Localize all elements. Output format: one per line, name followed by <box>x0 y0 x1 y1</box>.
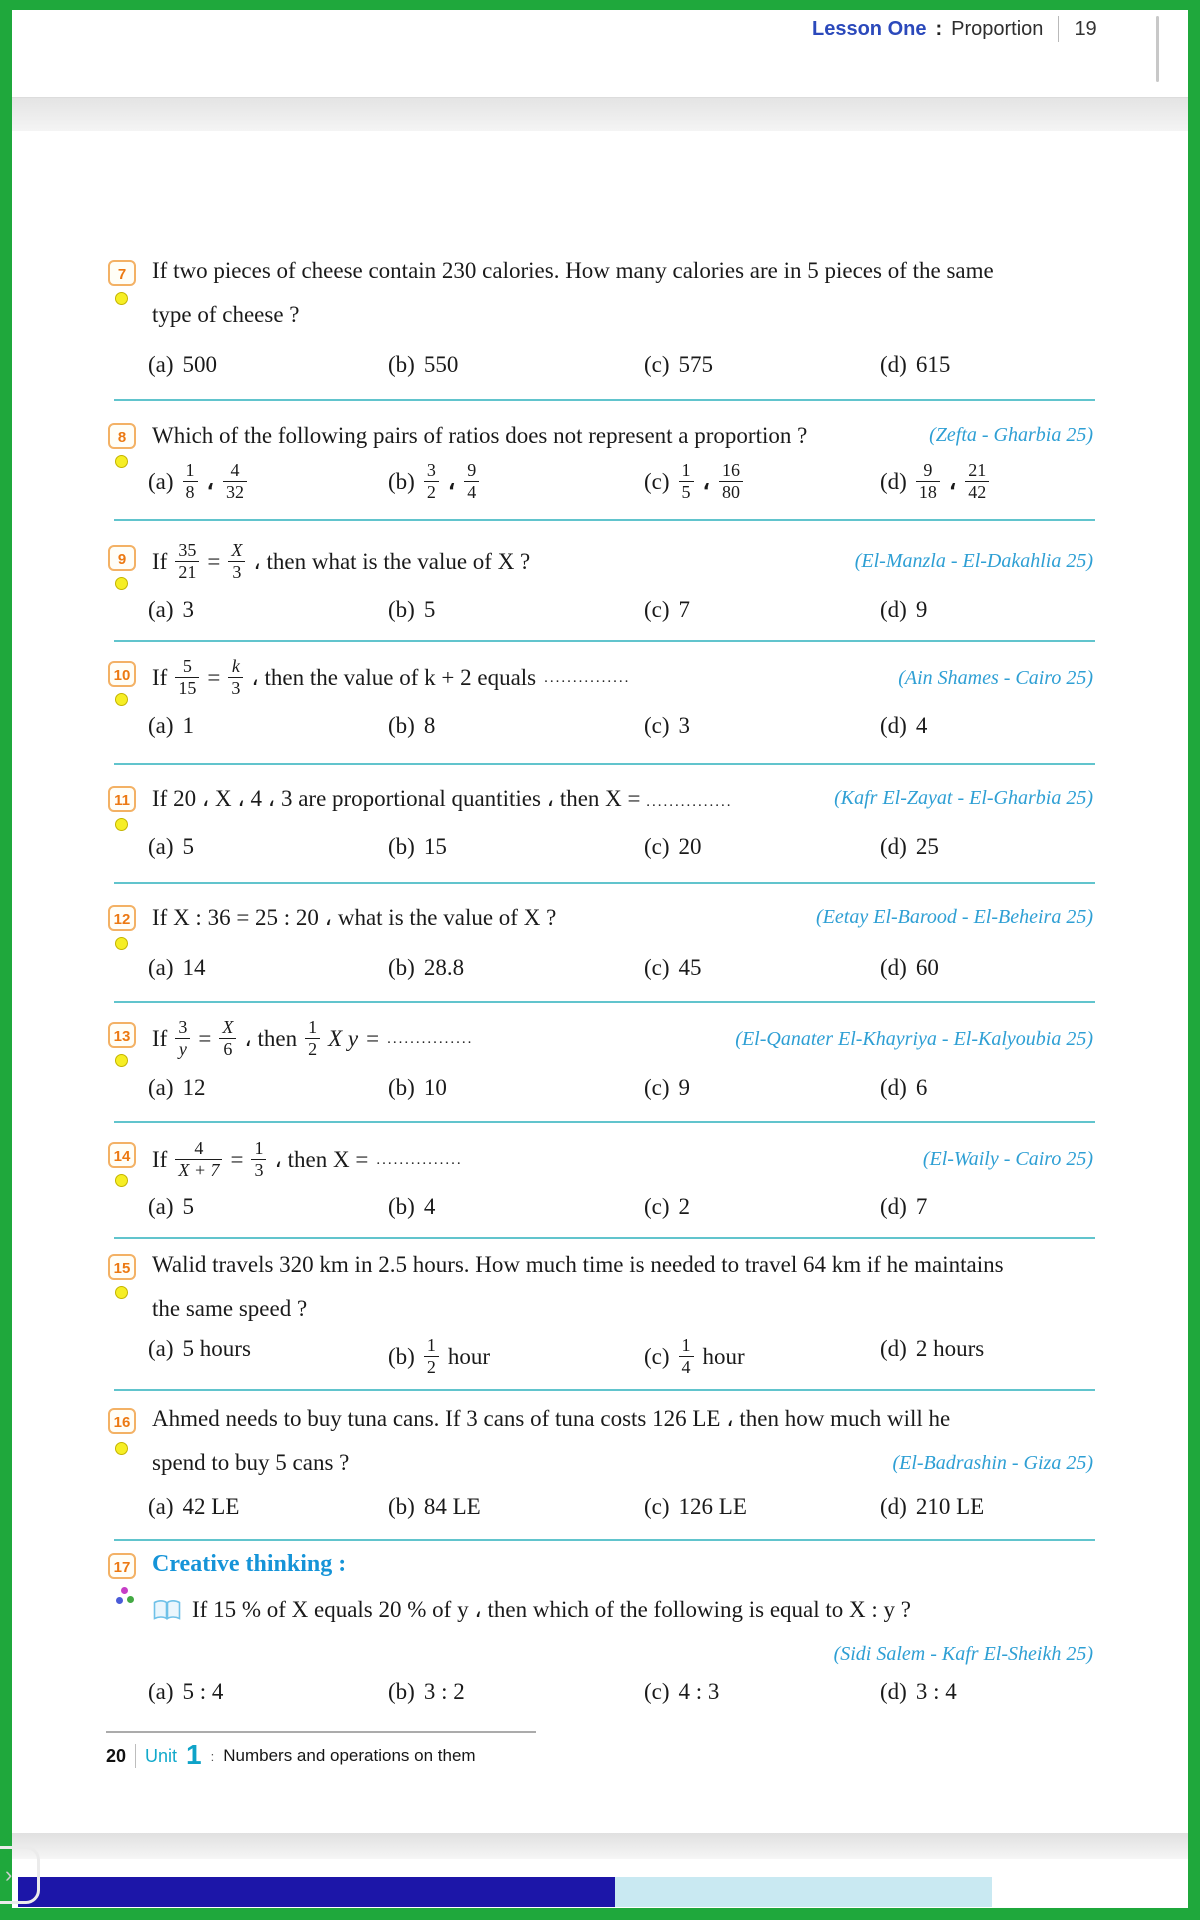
options-row <box>108 1336 1095 1388</box>
option-c: (c) 45 <box>644 955 702 980</box>
option-b: (b) 84 LE <box>388 1494 481 1519</box>
separator-line <box>114 399 1095 401</box>
separator-line <box>114 1001 1095 1003</box>
option-c: (c) 575 <box>644 352 714 377</box>
option-d: (d) 25 <box>880 834 939 859</box>
option-c: (c) 126 LE <box>644 1494 747 1519</box>
question-text: If X : 36 = 25 : 20 ، what is the value of X ? <box>152 905 557 930</box>
question-text: If 20 ، X ، 4 ، 3 are proportional quantities ، then X = ............... <box>152 786 733 811</box>
footer-divider <box>135 1744 136 1768</box>
bullet-dot-icon <box>115 818 128 831</box>
question-number-badge: 9 <box>108 545 136 571</box>
bullet-dot-icon <box>115 292 128 305</box>
question-text: If $\frac{5}{15}$ = $\frac{k}{3}$ ، then the value of k + 2 equals ............... <box>152 656 631 698</box>
lesson-title: Proportion <box>951 17 1044 40</box>
option-b: (b) 5 <box>388 597 436 622</box>
unit-number: 1 <box>186 1739 202 1770</box>
source-attribution: (El-Badrashin - Giza 25) <box>892 1452 1093 1474</box>
separator-line <box>114 1237 1095 1239</box>
option-d: (d) 2 hours <box>880 1336 985 1361</box>
bullet-dot-icon <box>115 1286 128 1299</box>
source-attribution: (El-Waily - Cairo 25) <box>922 1148 1093 1170</box>
options-row <box>108 1075 1095 1125</box>
footer-colon: : <box>210 1748 215 1764</box>
option-b: (b) 8 <box>388 713 436 738</box>
question-text: If 15 % of X equals 20 % of y ، then which of the following is equal to X : y ? <box>152 1597 911 1623</box>
option-a: (a) 3 <box>148 597 195 622</box>
option-d: (d) 9 <box>880 597 928 622</box>
option-b: (b) 4 <box>388 1194 436 1219</box>
source-attribution: (El-Qanater El-Khayriya - El-Kalyoubia 25) <box>735 1028 1093 1050</box>
options-row <box>108 352 1095 402</box>
source-attribution: (Kafr El-Zayat - El-Gharbia 25) <box>834 787 1093 809</box>
option-a: (a) 12 <box>148 1075 206 1100</box>
option-d: (d) 60 <box>880 955 939 980</box>
page-footer <box>106 1740 476 1772</box>
progress-bar-track[interactable] <box>615 1877 992 1907</box>
creative-thinking-heading: Creative thinking : <box>152 1551 347 1577</box>
bullet-dot-icon <box>115 1442 128 1455</box>
option-b: (b) 550 <box>388 352 459 377</box>
options-row <box>108 1679 1095 1729</box>
option-b: (b) 10 <box>388 1075 447 1100</box>
source-attribution: (Eetay El-Barood - El-Beheira 25) <box>816 906 1093 928</box>
option-a: (a) 5 hours <box>148 1336 251 1361</box>
option-c: (c) 4 : 3 <box>644 1679 720 1704</box>
unit-label: Unit <box>145 1745 178 1766</box>
option-d: (d) 3 : 4 <box>880 1679 957 1704</box>
question-number-badge: 12 <box>108 905 136 931</box>
question-number-badge: 13 <box>108 1022 136 1048</box>
lesson-label: Lesson One <box>812 17 927 40</box>
options-row <box>108 955 1095 1005</box>
bullet-dot-icon <box>115 577 128 590</box>
book-icon <box>152 1599 182 1621</box>
question-text: If $\frac{3}{y}$ = $\frac{X}{6}$ ، then $\frac{1}{2}$ X y = ............... <box>152 1017 474 1059</box>
question-text: Walid travels 320 km in 2.5 hours. How much time is needed to travel 64 km if he maintains the same speed ? <box>152 1252 1004 1321</box>
option-b: (b) $\frac{1}{2}$ hour <box>388 1335 490 1377</box>
option-d: (d) 7 <box>880 1194 928 1219</box>
scrollbar-thumb[interactable] <box>1156 16 1159 82</box>
option-b: (b) 15 <box>388 834 447 859</box>
separator-line <box>114 882 1095 884</box>
option-a: (a) 42 LE <box>148 1494 240 1519</box>
option-d: (d) 210 LE <box>880 1494 985 1519</box>
question-text: If two pieces of cheese contain 230 calories. How many calories are in 5 pieces of the same type of cheese ? <box>152 258 994 327</box>
option-a: (a) 1 <box>148 713 195 738</box>
option-c: (c) 9 <box>644 1075 691 1100</box>
option-b: (b) $\frac{3}{2}$ ، $\frac{9}{4}$ <box>388 461 479 503</box>
option-d: (d) 6 <box>880 1075 928 1100</box>
separator-line <box>114 519 1095 521</box>
question-number-badge: 17 <box>108 1553 136 1579</box>
question-number-badge: 16 <box>108 1408 136 1434</box>
page-header <box>812 16 1097 42</box>
drawer-handle[interactable] <box>0 1846 40 1904</box>
option-a: (a) 500 <box>148 352 218 377</box>
options-row <box>108 834 1095 884</box>
options-row <box>108 461 1095 513</box>
question-number-badge: 10 <box>108 661 136 687</box>
option-c: (c) 7 <box>644 597 691 622</box>
option-c: (c) 2 <box>644 1194 691 1219</box>
question-text: If $\frac{4}{X + 7}$ = $\frac{1}{3}$ ، then X = ............... <box>152 1138 463 1180</box>
separator-line <box>114 640 1095 642</box>
question-number-badge: 11 <box>108 786 136 812</box>
page-gap-band-top <box>12 98 1188 131</box>
option-a: (a) $\frac{1}{8}$ ، $\frac{4}{32}$ <box>148 461 247 503</box>
bullet-dot-icon <box>115 1054 128 1067</box>
source-attribution: (Zefta - Gharbia 25) <box>929 424 1093 446</box>
separator-line <box>114 1121 1095 1123</box>
bullet-dot-icon <box>115 693 128 706</box>
separator-line <box>114 1389 1095 1391</box>
separator-line <box>114 763 1095 765</box>
option-d: (d) 4 <box>880 713 928 738</box>
footer-rule <box>106 1731 536 1733</box>
question-text: Ahmed needs to buy tuna cans. If 3 cans of tuna costs 126 LE ، then how much will he spend to buy 5 cans ? <box>152 1406 951 1475</box>
bullet-dot-icon <box>115 1174 128 1187</box>
option-b: (b) 28.8 <box>388 955 465 980</box>
question-number-badge: 8 <box>108 423 136 449</box>
separator-line <box>114 1539 1095 1541</box>
creative-dots-icon <box>116 1587 134 1604</box>
option-b: (b) 3 : 2 <box>388 1679 465 1704</box>
progress-bar-fill[interactable] <box>18 1877 615 1907</box>
lesson-colon: : <box>935 17 943 40</box>
option-a: (a) 14 <box>148 955 206 980</box>
option-a: (a) 5 <box>148 834 195 859</box>
source-attribution: (Ain Shames - Cairo 25) <box>898 667 1093 689</box>
question-text: Which of the following pairs of ratios does not represent a proportion ? <box>152 423 808 448</box>
bullet-dot-icon <box>115 937 128 950</box>
option-a: (a) 5 : 4 <box>148 1679 224 1704</box>
option-d: (d) 615 <box>880 352 951 377</box>
footer-page-number: 20 <box>106 1745 127 1766</box>
question-number-badge: 7 <box>108 260 136 286</box>
header-page-number: 19 <box>1074 17 1097 40</box>
option-c: (c) $\frac{1}{5}$ ، $\frac{16}{80}$ <box>644 461 743 503</box>
option-c: (c) 20 <box>644 834 702 859</box>
option-c: (c) $\frac{1}{4}$ hour <box>644 1335 745 1377</box>
option-c: (c) 3 <box>644 713 691 738</box>
option-a: (a) 5 <box>148 1194 195 1219</box>
question-text: If $\frac{35}{21}$ = $\frac{X}{3}$ ، then what is the value of X ? <box>152 540 531 582</box>
question-number-badge: 15 <box>108 1254 136 1280</box>
option-d: (d) $\frac{9}{18}$ ، $\frac{21}{42}$ <box>880 461 989 503</box>
header-divider <box>1058 16 1059 42</box>
source-attribution: (Sidi Salem - Kafr El-Sheikh 25) <box>833 1643 1093 1665</box>
question-number-badge: 14 <box>108 1142 136 1168</box>
source-attribution: (El-Manzla - El-Dakahlia 25) <box>854 550 1093 572</box>
options-row <box>108 1494 1095 1544</box>
unit-title: Numbers and operations on them <box>223 1746 476 1765</box>
page-gap-band-bottom <box>12 1833 1188 1859</box>
options-row <box>108 713 1095 763</box>
chevron-right-icon: › <box>5 1862 13 1887</box>
